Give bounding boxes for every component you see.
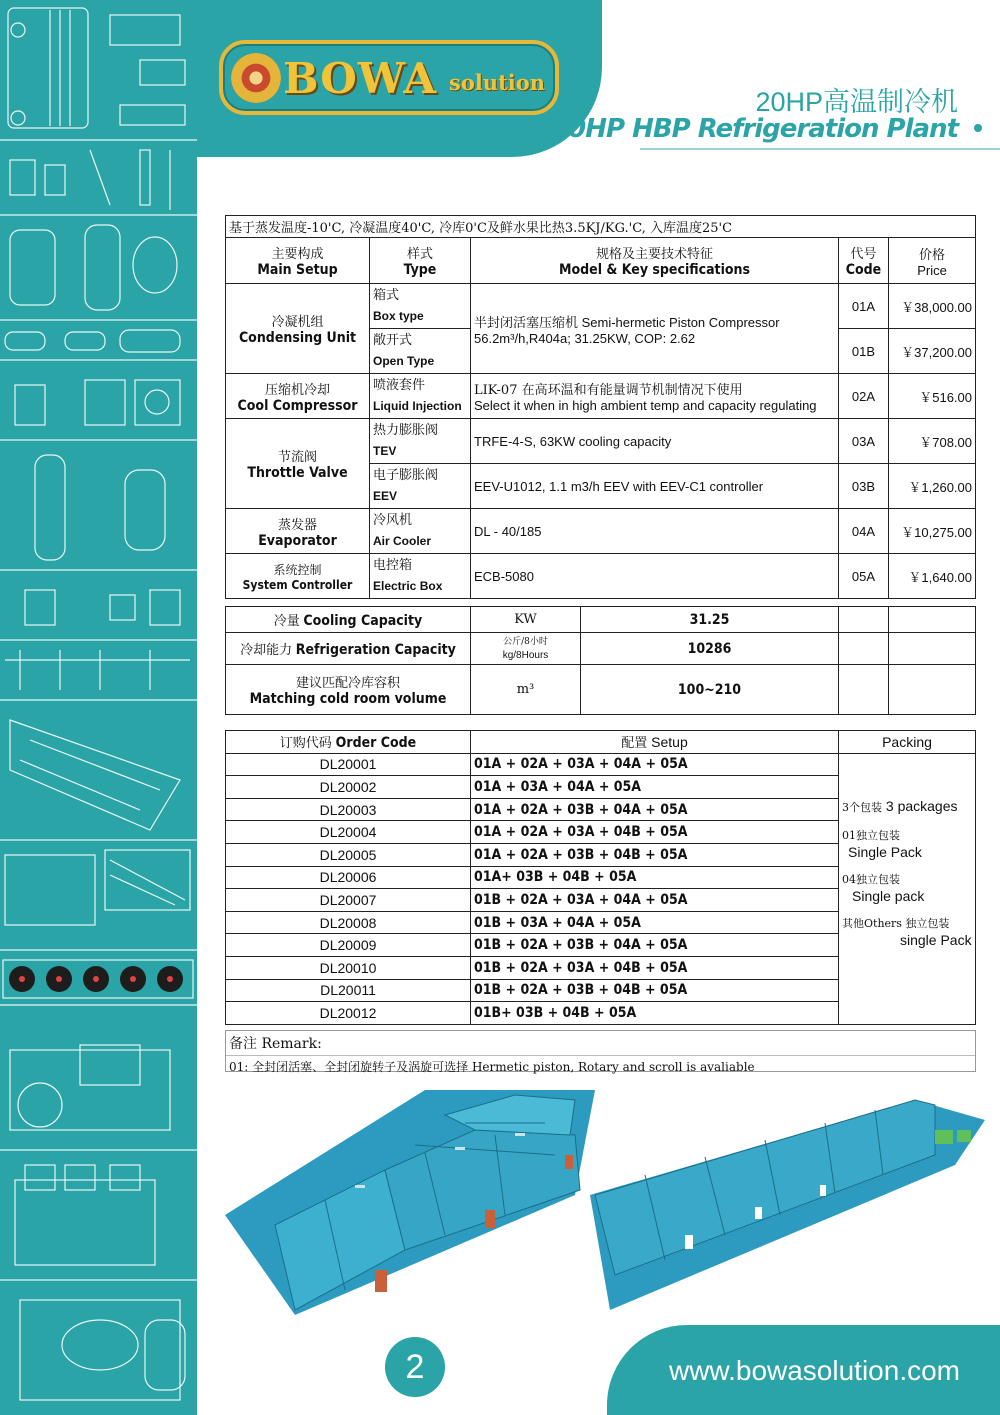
order-code: DL20004 [226,821,471,844]
code-02a: 02A [839,374,889,419]
spec-table [225,215,976,599]
capacity-unit-m3: m³ [471,665,581,715]
type-liquid-injection-cn: 喷液套件 [373,378,426,393]
remark-title: 备注 Remark: [226,1031,975,1056]
cold-room-renderings [215,1075,995,1320]
setup-evaporator-cn: 蒸发器 [277,517,317,533]
setup-condensing-en: Condensing Unit [238,330,357,346]
page-header [197,0,1000,157]
setup-throttle-valve [226,419,370,509]
capacity-label-cooling [226,607,471,633]
spec-row-cool-compressor [226,374,976,419]
order-code: DL20001 [226,753,471,776]
type-liquid-injection-en: Liquid Injection [373,399,462,413]
page-title-cn: 20HP高温制冷机 [755,87,958,117]
capacity-blank-2 [889,607,976,633]
spec-condensing-line1: 半封闭活塞压缩机 Semi-hermetic Piston Compressor [474,314,780,330]
price-01b: ￥37,200.00 [889,329,976,374]
header-setup-cn: 主要构成 [271,247,324,262]
order-code: DL20005 [226,843,471,866]
setup-controller [226,554,370,599]
order-row [226,753,976,776]
header-type [370,238,471,284]
conditions-row [226,216,976,238]
capacity-blank-6 [889,665,976,715]
type-opentype-cn: 敞开式 [373,333,413,348]
capacity-label-cooling-en: Cooling Capacity [303,613,423,629]
header-spec-en: Model & Key specifications [558,262,751,278]
bowa-logo [219,40,559,115]
order-setup: 01B+ 03B + 04B + 05A [471,1002,839,1025]
packing-note-1-en: 3 packages [885,797,958,814]
header-price-en: Price [917,262,947,278]
capacity-label-volume-cn: 建议匹配冷库容积 [295,676,400,691]
logo-wheel-icon [231,53,281,103]
setup-controller-cn: 系统控制 [273,562,322,577]
order-code: DL20012 [226,1002,471,1025]
price-03a: ￥708.00 [889,419,976,464]
order-setup: 01B + 02A + 03B + 04A + 05A [471,934,839,957]
setup-condensing-cn: 冷凝机组 [271,315,324,330]
type-opentype-en: Open Type [373,354,435,368]
header-type-cn: 样式 [406,247,433,262]
setup-throttle-en: Throttle Valve [247,465,348,481]
spec-eev: EEV-U1012, 1.1 m3/h EEV with EEV-C1 controller [471,464,839,509]
capacity-label-volume [226,665,471,715]
capacity-label-volume-en: Matching cold room volume [249,691,447,707]
type-tev [370,419,471,464]
order-code: DL20003 [226,798,471,821]
capacity-row-volume [226,665,976,715]
spec-controller: ECB-5080 [471,554,839,599]
logo-subword: solution [449,70,546,95]
spec-condensing-line2: 56.2m³/h,R404a; 31.25KW, COP: 2.62 [474,330,696,346]
code-04a: 04A [839,509,889,554]
header-price [889,238,976,284]
spec-evaporator: DL - 40/185 [471,509,839,554]
type-electric-box [370,554,471,599]
header-setup-en: Main Setup [257,262,338,278]
setup-cool-compressor-en: Cool Compressor [237,397,358,414]
conditions-text: 基于蒸发温度-10'C, 冷凝温度40'C, 冷库0'C及鲜水果比热3.5KJ/KG.'C, 入库温度25'C [226,216,976,238]
spec-row-controller [226,554,976,599]
setup-condensing [226,284,370,374]
packing-notes [839,753,976,1024]
price-03b: ￥1,260.00 [889,464,976,509]
spec-cool-compressor [471,374,839,419]
packing-note-1 [842,798,972,816]
spec-condensing [471,284,839,374]
type-eev-cn: 电子膨胀阀 [373,468,439,483]
type-tev-en: TEV [373,444,397,458]
spec-cool-compressor-line1: LIK-07 在高环温和有能量调节机制情况下使用 [474,383,743,398]
capacity-label-refrigeration [226,633,471,665]
type-electric-box-cn: 电控箱 [373,558,413,573]
order-header-code-en: Order Code [335,735,417,752]
packing-note-1-cn: 3个包装 [842,800,882,814]
code-03a: 03A [839,419,889,464]
order-setup: 01B + 03A + 04A + 05A [471,911,839,934]
code-03b: 03B [839,464,889,509]
spec-row-evaporator [226,509,976,554]
order-header-setup-en: Setup [651,734,688,751]
title-underline [640,148,1000,150]
title-dot [974,124,982,132]
setup-throttle-cn: 节流阀 [277,450,317,465]
type-boxtype [370,284,471,329]
capacity-label-refrigeration-cn: 冷却能力 [240,643,293,658]
remark-box [225,1030,976,1072]
page-title-en: 20HP HBP Refrigeration Plant [551,114,958,144]
order-setup: 01A + 03A + 04A + 05A [471,776,839,799]
spec-tev: TRFE-4-S, 63KW cooling capacity [471,419,839,464]
capacity-row-refrigeration [226,633,976,665]
setup-controller-en: System Controller [242,577,353,592]
capacity-label-cooling-cn: 冷量 [273,614,300,629]
order-setup: 01A + 02A + 03B + 04A + 05A [471,798,839,821]
code-05a: 05A [839,554,889,599]
header-spec-cn: 规格及主要技术特征 [595,247,713,262]
capacity-value-refrigeration: 10286 [581,633,839,665]
packing-note-2-en: Single Pack [848,843,922,860]
order-code: DL20006 [226,866,471,889]
type-air-cooler-cn: 冷风机 [373,513,413,528]
order-setup: 01B + 02A + 03A + 04A + 05A [471,889,839,912]
order-setup: 01A + 02A + 03A + 04B + 05A [471,821,839,844]
spec-row-throttle-tev [226,419,976,464]
order-code: DL20007 [226,889,471,912]
capacity-row-cooling [226,607,976,633]
packing-note-4-en: single Pack [900,931,972,948]
packing-note-3-cn: 04独立包装 [842,872,900,886]
type-eev [370,464,471,509]
order-setup: 01B + 02A + 03A + 04B + 05A [471,956,839,979]
packing-note-2 [842,828,972,860]
remark-line: 01: 全封闭活塞、全封闭旋转子及涡旋可选择 Hermetic piston, Rotary and scroll is avaliable [229,1060,755,1074]
capacity-value-volume: 100~210 [581,665,839,715]
price-04a: ￥10,275.00 [889,509,976,554]
packing-note-3 [842,872,972,904]
capacity-blank-3 [839,633,889,665]
capacity-table [225,606,976,715]
capacity-unit-kw: KW [471,607,581,633]
page-number: 2 [385,1337,445,1397]
code-01b: 01B [839,329,889,374]
order-setup: 01A+ 03B + 04B + 05A [471,866,839,889]
type-boxtype-cn: 箱式 [373,288,400,303]
equipment-drawings [0,0,197,1415]
setup-cool-compressor [226,374,370,419]
header-price-cn: 价格 [918,247,945,263]
type-air-cooler-en: Air Cooler [373,534,432,548]
header-code-en: Code [845,262,882,278]
price-02a: ￥516.00 [889,374,976,419]
logo-word: BOWA [283,54,437,103]
spec-cool-compressor-line2: Select it when in high ambient temp and capacity regulating [474,398,817,413]
order-setup: 01A + 02A + 03A + 04A + 05A [471,753,839,776]
type-electric-box-en: Electric Box [373,579,443,593]
setup-evaporator-en: Evaporator [258,532,337,549]
capacity-value-cooling: 31.25 [581,607,839,633]
price-05a: ￥1,640.00 [889,554,976,599]
type-opentype [370,329,471,374]
packing-note-4 [842,916,972,948]
order-code: DL20009 [226,934,471,957]
order-setup: 01B + 02A + 03B + 04B + 05A [471,979,839,1002]
capacity-blank-1 [839,607,889,633]
equipment-sidebar [0,0,197,1415]
order-header-setup [471,731,839,754]
setup-evaporator [226,509,370,554]
order-code: DL20010 [226,956,471,979]
order-code: DL20002 [226,776,471,799]
order-code: DL20008 [226,911,471,934]
header-spec [471,238,839,284]
setup-cool-compressor-cn: 压缩机冷却 [264,382,330,398]
type-liquid-injection [370,374,471,419]
type-eev-en: EEV [373,489,398,503]
order-header-code [226,731,471,754]
packing-note-3-en: Single pack [852,887,925,904]
type-tev-cn: 热力膨胀阀 [373,423,439,438]
packing-note-2-cn: 01独立包装 [842,828,900,842]
type-boxtype-en: Box type [373,309,424,323]
order-table [225,730,976,1025]
website-url[interactable]: www.bowasolution.com [668,1355,960,1386]
header-type-en: Type [403,262,437,278]
order-code: DL20011 [226,979,471,1002]
header-code [839,238,889,284]
order-header-packing: Packing [839,731,976,754]
header-code-cn: 代号 [850,247,877,262]
type-air-cooler [370,509,471,554]
order-header-setup-cn: 配置 [621,736,648,752]
page-footer [197,1325,1000,1415]
capacity-blank-4 [889,633,976,665]
capacity-unit-kg-en: kg/8Hours [502,649,549,661]
code-01a: 01A [839,284,889,329]
order-setup: 01A + 02A + 03B + 04B + 05A [471,843,839,866]
header-setup [226,238,370,284]
order-header-row [226,731,976,754]
header-teal-panel [197,0,602,157]
capacity-unit-kg [471,633,581,665]
capacity-blank-5 [839,665,889,715]
spec-row-condensing [226,284,976,329]
capacity-label-refrigeration-en: Refrigeration Capacity [295,642,456,658]
price-01a: ￥38,000.00 [889,284,976,329]
packing-note-4-cn: 其他Others 独立包装 [842,916,950,930]
order-header-code-cn: 订购代码 [279,736,332,752]
spec-header-row [226,238,976,284]
capacity-unit-kg-cn: 公斤/8小时 [503,636,548,647]
